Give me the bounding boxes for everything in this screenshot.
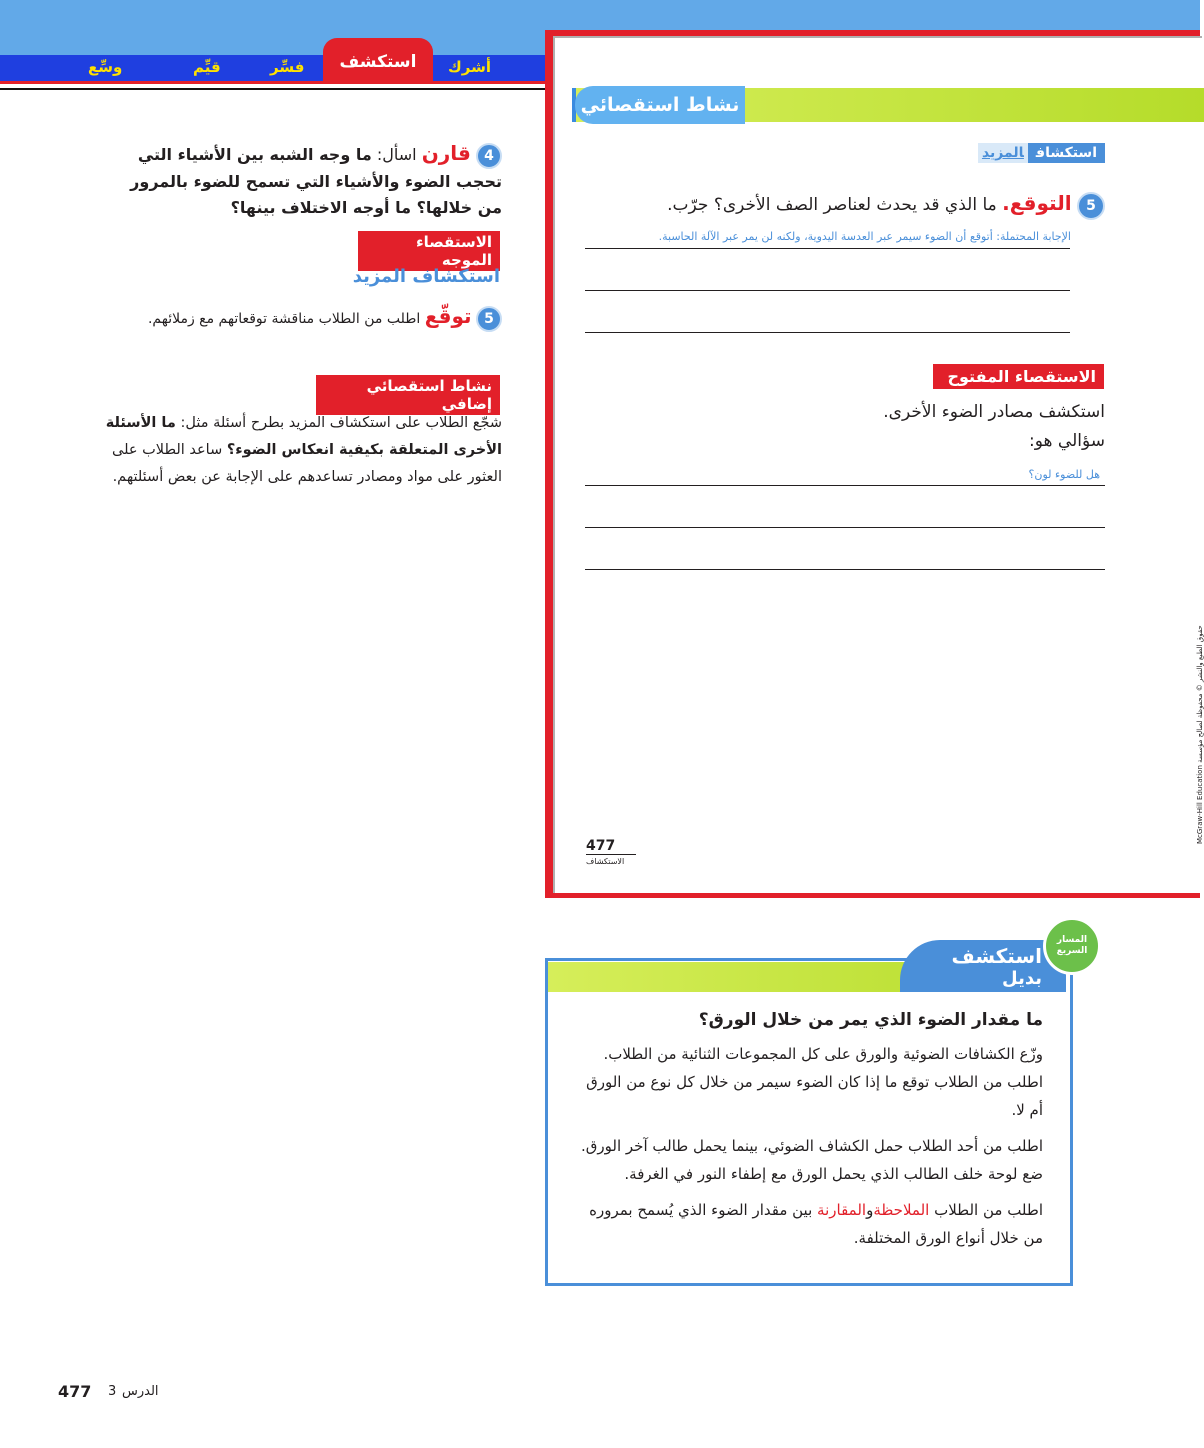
answer-5: الإجابة المحتملة: أتوقع أن الضوء سيمر عبر العدسة اليدوية، ولكنه لن يمر عبر الآلة الحاسبة. bbox=[658, 230, 1071, 243]
guided-inquiry-label bbox=[358, 231, 500, 271]
keyword-predict: التوقع. bbox=[1002, 191, 1072, 215]
alternative-p2: اطلب من أحد الطلاب حمل الكشاف الضوئي، بينما يحمل طالب آخر الورق. ضع لوحة خلف الطالب الذي يحمل الورق مع إطفاء النور في الغرفة. bbox=[581, 1137, 1043, 1183]
answer-line bbox=[585, 248, 1070, 249]
alternative-subtitle: بديل bbox=[1002, 968, 1042, 989]
ask-lead: اسأل: bbox=[376, 145, 417, 164]
keyword-predict: توقّع bbox=[424, 304, 472, 328]
page-caption: الاستكشاف bbox=[586, 857, 625, 866]
answer-line bbox=[585, 569, 1105, 570]
tab-explain[interactable]: فسِّر bbox=[270, 58, 305, 76]
divider bbox=[0, 88, 545, 90]
p3-and: و bbox=[866, 1201, 874, 1219]
explore-tag-part-b: المزيد bbox=[978, 143, 1028, 163]
tab-evaluate[interactable]: قيِّم bbox=[193, 58, 221, 76]
p3-rest: بين مقدار الضوء الذي يُسمح بمروره من خلال أنواع الورق المختلفة. bbox=[589, 1201, 1043, 1247]
extra-p2: ساعد الطلاب على العثور على مواد ومصادر تساعدهم على الإجابة عن بعض أسئلتهم. bbox=[112, 442, 502, 485]
activity-banner-title: نشاط استقصائي bbox=[575, 86, 745, 124]
question-5 bbox=[600, 190, 1105, 220]
section-tabs bbox=[0, 55, 545, 84]
guided-inquiry-text: الاستقصاء الموجه bbox=[358, 231, 500, 271]
open-inquiry-text: الاستقصاء المفتوح bbox=[933, 364, 1104, 389]
explore-more-title: استكشاف المزيد bbox=[352, 266, 500, 287]
open-line-2: سؤالي هو: bbox=[1029, 431, 1105, 451]
extra-inquiry-label bbox=[316, 375, 500, 415]
footer-page-number: 477 bbox=[58, 1382, 92, 1401]
number-badge: 4 bbox=[476, 143, 502, 169]
answer-line bbox=[585, 290, 1070, 291]
page-number: 477 bbox=[586, 838, 636, 855]
alternative-p1: وزّع الكشافات الضوئية والورق على كل المجموعات الثنائية من الطلاب. اطلب من الطلاب توقع ما إذا كان الضوء سيمر من خلال كل نوع من الورق أم لا. bbox=[586, 1045, 1043, 1119]
predict-text: اطلب من الطلاب مناقشة توقعاتهم مع زملائهم. bbox=[147, 311, 421, 327]
footer-lesson-label: الدرس bbox=[122, 1384, 159, 1399]
alternative-title: استكشف bbox=[951, 944, 1042, 968]
explore-more-tag bbox=[960, 145, 1105, 161]
p3-lead: اطلب من الطلاب bbox=[934, 1201, 1043, 1219]
alternative-body bbox=[570, 1040, 1043, 1252]
footer-lesson-number: 3 bbox=[108, 1384, 117, 1399]
question-5-text: ما الذي قد يحدث لعناصر الصف الأخرى؟ جرّب. bbox=[667, 195, 997, 215]
explore-tag-part-a: استكشاف bbox=[1028, 143, 1105, 163]
compare-question: ما وجه الشبه بين الأشياء التي تحجب الضوء والأشياء التي تسمح للضوء بالمرور من خلالها؟ ما أوجه الاختلاف بينها؟ bbox=[130, 145, 502, 217]
extra-p1: شجّع الطلاب على استكشاف المزيد بطرح أسئلة مثل: bbox=[180, 415, 502, 431]
term-observe: الملاحظة bbox=[873, 1201, 930, 1219]
term-compare: المقارنة bbox=[817, 1201, 867, 1219]
item-5-predict bbox=[140, 303, 502, 332]
extra-inquiry-body bbox=[75, 410, 502, 491]
alternative-heading: ما مقدار الضوء الذي يمر من خلال الورق؟ bbox=[698, 1010, 1043, 1030]
answer-line bbox=[585, 527, 1105, 528]
fast-track-badge: المسار السريع bbox=[1043, 917, 1101, 975]
number-badge: 5 bbox=[476, 306, 502, 332]
alternative-p3 bbox=[570, 1196, 1043, 1252]
tab-extend[interactable]: وسِّع bbox=[88, 58, 123, 76]
extra-inquiry-text: نشاط استقصائي إضافي bbox=[316, 375, 500, 415]
answer-line bbox=[585, 485, 1105, 486]
open-line-1: استكشف مصادر الضوء الأخرى. bbox=[883, 402, 1105, 422]
answer-line bbox=[585, 332, 1070, 333]
item-4-compare bbox=[130, 140, 502, 221]
open-inquiry-label bbox=[933, 364, 1104, 389]
number-badge: 5 bbox=[1077, 192, 1105, 220]
tab-engage[interactable]: أشرك bbox=[448, 58, 491, 76]
keyword-compare: قارن bbox=[421, 141, 471, 165]
extra-bold-question: ما الأسئلة الأخرى المتعلقة بكيفية انعكاس الضوء؟ bbox=[105, 415, 502, 458]
tab-explore-active[interactable]: استكشف bbox=[323, 38, 433, 84]
open-answer: هل للضوء لون؟ bbox=[1028, 468, 1100, 481]
student-page bbox=[553, 36, 1202, 893]
copyright-credit: McGraw-Hill Education حقوق الطبع والنشر © محفوظة لصالح مؤسسة bbox=[1196, 625, 1204, 844]
